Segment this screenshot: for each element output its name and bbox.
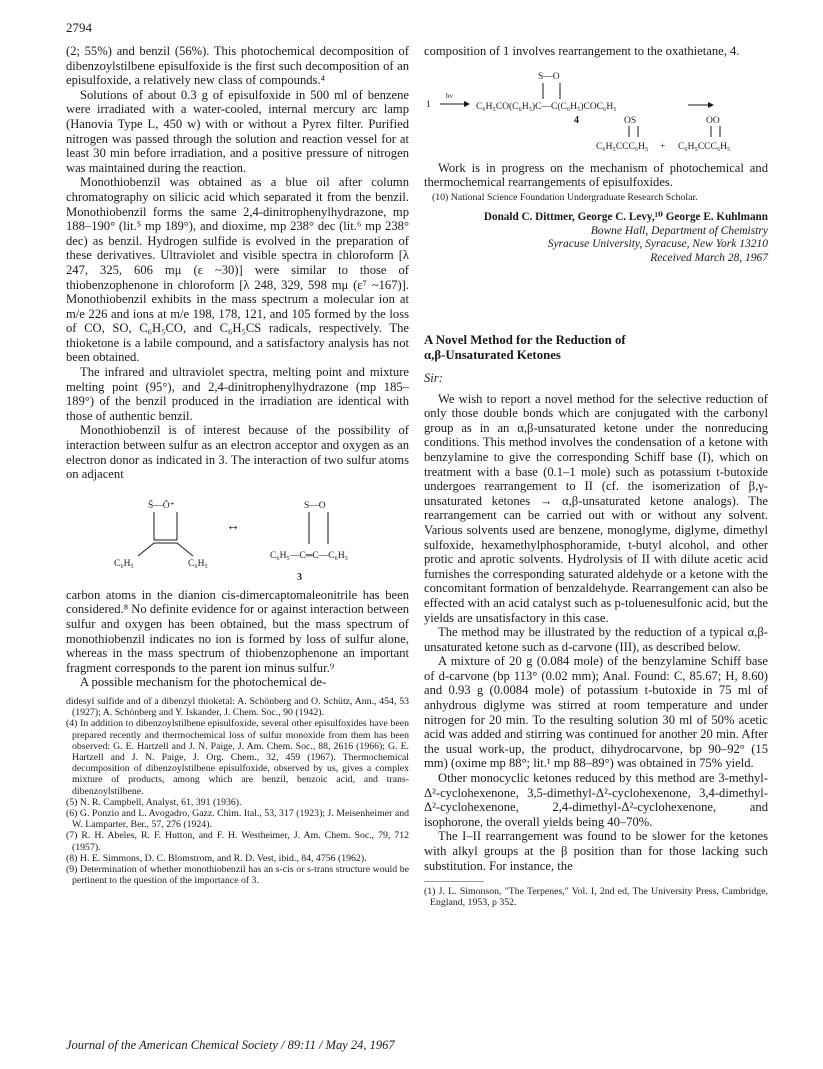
- structure-3-drawing: [66, 488, 409, 584]
- scheme-ring-top: S—O: [538, 71, 560, 82]
- title-line: A Novel Method for the Reduction of: [424, 333, 626, 347]
- footnotes-right: [424, 886, 768, 908]
- s3-right-bottom: C₆H₅—C═C—C₆H₅: [270, 550, 349, 561]
- journal-footer: Journal of the American Chemical Society / 89:11 / May 24, 1967: [66, 1038, 395, 1052]
- article-title: [424, 333, 768, 363]
- paragraph: A possible mechanism for the photochemical de-: [80, 675, 327, 690]
- footnote: didesyl sulfide and of a dibenzyl thioketal: A. Schönberg and O. Schütz, Ann., 454, 53 (1927); A. Schönberg and Y. Iskander, J. Chem. Soc., 90 (1942).: [66, 695, 409, 719]
- left-column: [66, 44, 409, 886]
- scheme-4-drawing: [424, 65, 768, 157]
- paragraph: (2; 55%) and benzil (56%). This photochemical decomposition of dibenzoylstilbene episulfoxide is the first such decomposition of an episulfoxide, a relatively new class of compounds.⁴: [66, 44, 409, 88]
- scheme-oo: OO: [706, 115, 720, 126]
- affiliation: Syracuse University, Syracuse, New York 13210: [547, 238, 768, 251]
- structure-3: [66, 488, 409, 584]
- scheme-chain: C₆H₅CO(C₆H₅)C—C(C₆H₅)COC₆H₅: [476, 101, 617, 112]
- scheme-4: [424, 65, 768, 157]
- footnote: (8) H. E. Simmons, D. C. Blomstrom, and R. D. Vest, ibid., 84, 4756 (1962).: [66, 852, 367, 864]
- footnote-10: (10) National Science Foundation Undergraduate Research Scholar.: [432, 191, 698, 203]
- s3-arrow: ↔: [226, 518, 240, 534]
- s3-label: 3: [297, 571, 302, 583]
- s3-left-top: S̄—Ō⁺: [148, 500, 175, 511]
- paragraph: Work is in progress on the mechanism of photochemical and thermochemical rearrangements of episulfoxides.: [424, 160, 768, 190]
- paragraph: Monothiobenzil is of interest because of the possibility of interaction between sulfur as an electron acceptor and oxygen as an electron donor as indicated in 3. The interaction of two sulfur atoms on adjacent: [66, 423, 409, 482]
- paragraph: composition of 1 involves rearrangement to the oxathietane, 4.: [424, 44, 740, 58]
- author-block: [424, 211, 768, 265]
- paragraph: The infrared and ultraviolet spectra, melting point and mixture melting point (95°), and 2,4-dinitrophenylhydrazone (mp 185–189°) of the benzil produced in the irradiation are identical with those of authentic benzil.: [66, 365, 409, 423]
- scheme-os: OS: [624, 115, 637, 126]
- scheme-product2: C₆H₅CCC₆H₅: [678, 141, 731, 152]
- paragraph: carbon atoms in the dianion cis-dimercaptomaleonitrile has been considered.⁸ No definite evidence for or against interaction between sulfur and oxygen has been obtained, but the mass spectrum of monothiobenzil indicates no ion is formed by loss of sulfur alone, whereas in the mass spectrum of thiobenzophenone an important fragment corresponds to the parent ion minus sulfur.⁹: [66, 587, 409, 675]
- paragraph: A mixture of 20 g (0.084 mole) of the benzylamine Schiff base of d-carvone (bp 113° (0.02 mm); Anal. Found: C, 85.67; H, 8.60) and 0.93 g (0.0084 mole) of potassium t-butoxide in 75 ml of anhydrous diglyme was stirred at room temperature and under nitrogen for 20 min. To the resulting solution 30 ml of 50% acetic acid was added and stirring was continued for another 20 min. After the usual work-up, the product, dihydrocarvone, bp 90–92° (15 mm) (oxime mp 88°; lit.¹ mp 88–89°) was obtained in 75% yield.: [424, 654, 768, 771]
- salutation: Sir:: [424, 371, 443, 385]
- s3-left-sub1: C₆H₅: [114, 558, 134, 569]
- scheme-product1: C₆H₅CCC₆H₅: [596, 141, 649, 152]
- paragraph: Monothiobenzil was obtained as a blue oil after column chromatography on silicic acid which separated it from the benzil. Monothiobenzil forms the same 2,4-dinitrophenylhydrazone, mp 188–190° (lit.⁵ mp 189°), and dioxime, mp 238° dec (lit.⁶ mp 238° dec) as benzil. Hydrogen sulfide is evolved in the preparation of these derivatives. Ultraviolet and visible spectra in chloroform [λ 247, 325, 606 mμ (ε ~30)] were similar to those of thiobenzophenone in chloroform [λ 248, 329, 598 mμ (ε⁷ ~167)]. Monothiobenzil exhibits in the mass spectrum a molecular ion at m/e 226 and ions at m/e 198, 178, 121, and 105 formed by the loss of CO, SO, C₆H₅CO, and C₆H₅CS radicals, respectively. The thioketone is a labile compound, and a satisfactory analysis has not been obtained.: [66, 175, 409, 365]
- title-line: α,β-Unsaturated Ketones: [424, 348, 561, 362]
- footnote: (4) In addition to dibenzoylstilbene episulfoxide, several other episulfoxides have been prepared recently and thermochemical loss of sulfur monoxide from them has been observed: G. E. Hartzell and J. N. Paige, J. Am. Chem. Soc., 88, 2616 (1966); G. E. Hartzell and J. N. Paige, J. Org. Chem., 32, 459 (1967). Thermochemical decomposition of dibenzoylstilbene episulfoxide, observed by us, gives a complex mixture of products, among which are benzil, benzoic acid, and trans-dibenzoylstilbene.: [66, 718, 409, 797]
- footnote: (5) N. R. Campbell, Analyst, 61, 391 (1936).: [66, 796, 242, 808]
- scheme-plus: +: [660, 141, 666, 152]
- footnotes: [66, 696, 409, 886]
- scheme-start: 1: [426, 99, 431, 110]
- footnote: (6) G. Ponzio and L. Avogadro, Gazz. Chim. Ital., 53, 317 (1923); J. Meisenheimer and W. Lamparter, Ber., 57, 276 (1924).: [66, 808, 409, 831]
- paragraph: We wish to report a novel method for the selective reduction of only those double bonds which are conjugated with the carbonyl group as in an α,β-unsaturated ketone under the nonreducing conditions. This method involves the condensation of a ketone with benzylamine to give the corresponding Schiff base (I), which on treatment with a base (0.1–1 mole) such as potassium t-butoxide undergoes rearrangement to II (cf. the isomerization of β,γ-unsaturated ketones → α,β-unsaturated ketone analogs). The rearrangement can be carried out with or without any solvent. Various solvents used are benzene, monoglyme, diglyme, dimethyl sulfoxide, hexamethylphosphoramide, t-butyl alcohol, and other protic and aprotic solvents. Hydrolysis of II with dilute acetic acid furnishes the corresponding saturated aldehyde or a ketone with the concomitant formation of benzaldehyde. Rearrangement can also be effected with an acid catalyst such as p-toluenesulfonic acid, but the yields are unsatisfactory in this case.: [424, 391, 768, 625]
- footnote: (1) J. L. Simonson, "The Terpenes," Vol. I, 2nd ed, The University Press, Cambridge, England, 1953, p 352.: [424, 886, 768, 909]
- footnote-rule: [424, 881, 484, 882]
- right-column: [424, 44, 768, 909]
- footnote: (9) Determination of whether monothiobenzil has an s-cis or s-trans structure would be pertinent to the question of the importance of 3.: [66, 864, 409, 887]
- s3-left-sub2: C₆H₅: [188, 558, 208, 569]
- s3-right-top: S—O: [304, 500, 326, 511]
- author-names: Donald C. Dittmer, George C. Levy,¹⁰ George E. Kuhlmann: [483, 211, 768, 224]
- paragraph: The I–II rearrangement was found to be slower for the ketones with alkyl groups at the β position than for those lacking such substitution. For instance, the: [424, 829, 768, 873]
- footnote: (7) R. H. Abeles, R. F. Hutton, and F. H. Westheimer, J. Am. Chem. Soc., 79, 712 (1957).: [66, 830, 409, 853]
- page-number: 2794: [66, 20, 92, 35]
- received-date: Received March 28, 1967: [650, 251, 768, 264]
- scheme-hv: hν: [446, 91, 453, 100]
- scheme-label-4: 4: [574, 114, 579, 126]
- paragraph: Other monocyclic ketones reduced by this method are 3-methyl-Δ²-cyclohexenone, 3,5-dimethyl-Δ²-cyclohexenone, 3,4-dimethyl-Δ²-cyclohexenone, 2,4-dimethyl-Δ²-cyclohexenone, and isophorone, the overall yields being 40–70%.: [424, 771, 768, 829]
- paragraph: The method may be illustrated by the reduction of a typical α,β-unsaturated ketone such as d-carvone (III), as described below.: [424, 625, 768, 654]
- affiliation: Bowne Hall, Department of Chemistry: [590, 224, 768, 237]
- paragraph: Solutions of about 0.3 g of episulfoxide in 500 ml of benzene were irradiated with a water-cooled, internal mercury arc lamp (Hanovia Type L, 450 w) with or without a Pyrex filter. Purified nitrogen was passed through the solution and reaction vessel for at least 30 min before irradiation, and a positive pressure of nitrogen was maintained during the reaction.: [66, 87, 409, 175]
